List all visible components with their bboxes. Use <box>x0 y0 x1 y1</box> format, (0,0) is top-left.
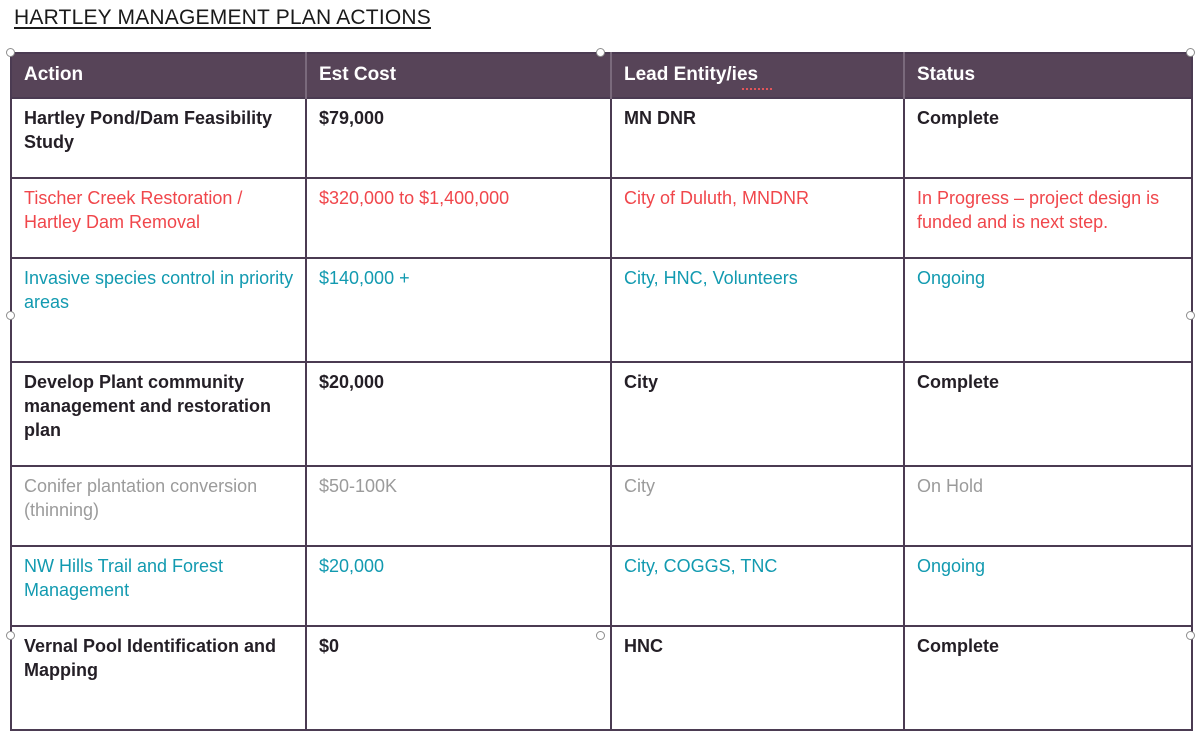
cell-action: Vernal Pool Identification and Mapping <box>11 626 306 730</box>
resize-handle-bottom-center[interactable] <box>596 631 605 640</box>
table-row <box>11 258 1192 362</box>
cell-status: Complete <box>904 626 1192 730</box>
cell-status: Complete <box>904 362 1192 466</box>
table-row <box>11 362 1192 466</box>
table-row <box>11 178 1192 258</box>
cell-action: Conifer plantation conversion (thinning) <box>11 466 306 546</box>
cell-est-cost: $140,000 + <box>306 258 611 362</box>
resize-handle-middle-left[interactable] <box>6 311 15 320</box>
resize-handle-bottom-right[interactable] <box>1186 631 1195 640</box>
cell-lead-entity: City <box>611 466 904 546</box>
resize-handle-top-right[interactable] <box>1186 48 1195 57</box>
spellcheck-underline <box>742 86 772 90</box>
cell-est-cost: $320,000 to $1,400,000 <box>306 178 611 258</box>
cell-est-cost: $20,000 <box>306 362 611 466</box>
table-container <box>10 52 1191 731</box>
resize-handle-middle-right[interactable] <box>1186 311 1195 320</box>
table-row <box>11 98 1192 178</box>
cell-status: Ongoing <box>904 258 1192 362</box>
cell-est-cost: $0 <box>306 626 611 730</box>
cell-lead-entity: City, COGGS, TNC <box>611 546 904 626</box>
cell-lead-entity: HNC <box>611 626 904 730</box>
hartley-management-plan-actions-table <box>10 52 1193 731</box>
cell-status: On Hold <box>904 466 1192 546</box>
table-header-row <box>11 53 1192 98</box>
page-title: HARTLEY MANAGEMENT PLAN ACTIONS <box>14 6 431 29</box>
cell-lead-entity: City of Duluth, MNDNR <box>611 178 904 258</box>
cell-status: Complete <box>904 98 1192 178</box>
resize-handle-bottom-left[interactable] <box>6 631 15 640</box>
cell-action: Invasive species control in priority areas <box>11 258 306 362</box>
cell-status: Ongoing <box>904 546 1192 626</box>
cell-action: Tischer Creek Restoration / Hartley Dam Removal <box>11 178 306 258</box>
resize-handle-top-center[interactable] <box>596 48 605 57</box>
cell-status: In Progress – project design is funded and is next step. <box>904 178 1192 258</box>
column-header-est-cost: Est Cost <box>306 53 611 98</box>
cell-lead-entity: City <box>611 362 904 466</box>
cell-est-cost: $20,000 <box>306 546 611 626</box>
cell-est-cost: $79,000 <box>306 98 611 178</box>
cell-est-cost: $50-100K <box>306 466 611 546</box>
column-header-status: Status <box>904 53 1192 98</box>
column-header-lead-entity: Lead Entity/ies <box>611 53 904 98</box>
cell-lead-entity: MN DNR <box>611 98 904 178</box>
column-header-action: Action <box>11 53 306 98</box>
cell-action: Develop Plant community management and restoration plan <box>11 362 306 466</box>
table-row <box>11 466 1192 546</box>
cell-action: Hartley Pond/Dam Feasibility Study <box>11 98 306 178</box>
table-row <box>11 546 1192 626</box>
table-row <box>11 626 1192 730</box>
cell-lead-entity: City, HNC, Volunteers <box>611 258 904 362</box>
resize-handle-top-left[interactable] <box>6 48 15 57</box>
cell-action: NW Hills Trail and Forest Management <box>11 546 306 626</box>
